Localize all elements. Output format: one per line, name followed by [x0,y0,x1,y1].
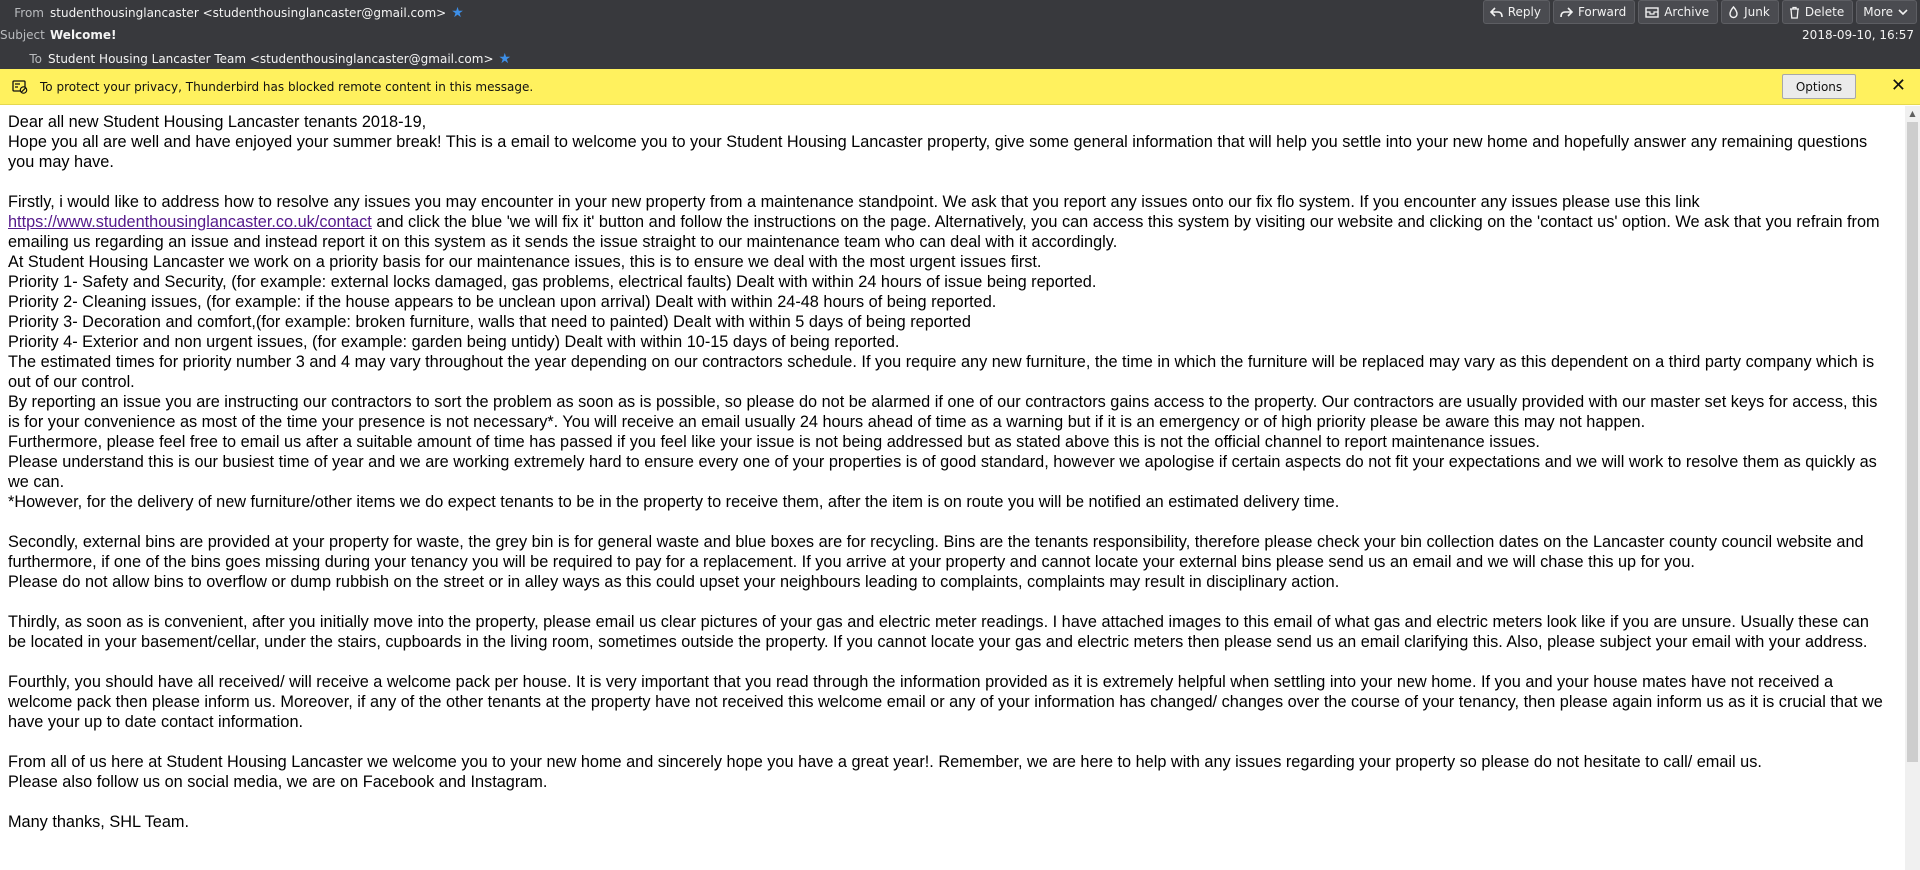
reply-button[interactable] [1483,0,1550,24]
message-content [0,106,1890,832]
reply-label: Reply [1507,5,1541,19]
priority-1: Priority 1- Safety and Security, (for example: external locks damaged, gas problems, electrical faults) Dealt with within 24 hours of issue being reported. [8,273,1097,291]
message-header [0,0,1920,69]
from-row [0,3,464,23]
star-icon[interactable]: ★ [498,51,512,67]
delete-button[interactable] [1782,0,1853,24]
trash-icon [1789,6,1800,19]
more-button[interactable] [1856,0,1917,24]
signoff: Many thanks, SHL Team. [8,813,189,831]
estimated-times: The estimated times for priority number 3 and 4 may vary throughout the year depending on our contractors schedule. If you require any new furniture, the time in which the furniture will be replaced may vary as this dependent on a third party company which is out of our control. [8,353,1875,391]
thirdly-paragraph: Thirdly, as soon as is convenient, after you initially move into the property, please email us clear pictures of your gas and electric meter readings. I have attached images to this email of what gas and electric meters look like if you are unsure. Usually these can be located in your basement/cellar, under the stairs, cupboards in the living room, sometimes outside the property. If you cannot locate your gas and electric meters then please send us an email clarifying this. Also, please subject your email with your address. [8,613,1869,651]
archive-icon [1645,6,1659,18]
firstly-text-b: and click the blue 'we will fix it' button and follow the instructions on the page. Alternatively, you can access this system by visiting our website and clicking on the 'contact us' option. We ask that you refrain from emailing us regarding an issue and instead report it on this system as it sends the issue straight to our maintenance team who can deal with it accordingly. [8,213,1880,251]
greeting: Dear all new Student Housing Lancaster tenants 2018-19, [8,113,427,131]
contact-link[interactable]: https://www.studenthousinglancaster.co.uk/contact [8,213,372,231]
archive-label: Archive [1664,5,1710,19]
social-paragraph: Please also follow us on social media, we are on Facebook and Instagram. [8,773,548,791]
bins-overflow-paragraph: Please do not allow bins to overflow or dump rubbish on the street or in alley ways as this could upset your neighbours leading to complaints, complaints may result in disciplinary action. [8,573,1340,591]
notice-text: To protect your privacy, Thunderbird has blocked remote content in this message. [40,80,534,94]
priority-4: Priority 4- Exterior and non urgent issues, (for example: garden being untidy) Dealt with within 10-15 days of being reported. [8,333,900,351]
to-row [0,49,511,69]
remote-content-notification [0,69,1920,105]
however-paragraph: *However, for the delivery of new furniture/other items we do expect tenants to be in the property to receive them, after the item is on route you will be notified an estimated delivery time. [8,493,1340,511]
star-icon[interactable]: ★ [451,5,464,21]
closing-paragraph: From all of us here at Student Housing Lancaster we welcome you to your new home and sincerely hope you have a great year!. Remember, we are here to help with any issues regarding your property so please do not hesitate to call/ email us. [8,753,1762,771]
priority-3: Priority 3- Decoration and comfort,(for example: broken furniture, walls that need to painted) Dealt with within 5 days of being reported [8,313,971,331]
intro-paragraph: Hope you all are well and have enjoyed your summer break! This is a email to welcome you to your Student Housing Lancaster property, give some general information that will help you settle into your new home and hopefully answer any remaining questions you may have. [8,133,1868,171]
message-date: 2018-09-10, 16:57 [1802,28,1914,42]
to-address[interactable]: Student Housing Lancaster Team <studenthousinglancaster@gmail.com> [48,52,494,66]
junk-label: Junk [1744,5,1770,19]
forward-button[interactable] [1553,0,1635,24]
reporting-paragraph: By reporting an issue you are instructing our contractors to sort the problem as soon as is possible, so please do not be alarmed if one of our contractors gains access to the property. Our contractors are usually provided with our master set keys for access, this is for your convenience as most of the time your presence is not necessary*. You will receive an email usually 24 hours ahead of time as a warning but if it is an emergency or of high priority please be aware this may not happen. [8,393,1878,431]
chevron-down-icon [1898,8,1908,16]
secondly-paragraph: Secondly, external bins are provided at your property for waste, the grey bin is for general waste and blue boxes are for recycling. Bins are the tenants responsibility, therefore please check your bin collection dates on the Lancaster county council website and furthermore, if one of the bins goes missing during your tenancy you will be required to pay for a replacement. If you arrive at your property and cannot locate your external bins please send us an email and we will chase this up for you. [8,533,1864,571]
subject-value: Welcome! [50,28,117,42]
forward-label: Forward [1577,5,1627,19]
archive-button[interactable] [1638,0,1718,24]
from-address[interactable]: studenthousinglancaster <studenthousinglancaster@gmail.com> [50,6,447,20]
junk-icon [1728,6,1739,19]
message-body [0,106,1905,870]
options-button[interactable]: Options [1782,74,1856,99]
firstly-text-a: Firstly, i would like to address how to resolve any issues you may encounter in your new property from a maintenance standpoint. We ask that you report any issues onto our fix flo system. If you encounter any issues please use this link [8,193,1700,211]
subject-label: Subject [0,28,45,42]
delete-label: Delete [1804,5,1845,19]
furthermore-paragraph: Furthermore, please feel free to email us after a suitable amount of time has passed if you feel like your issue is not being addressed but as stated above this is not the official channel to report maintenance issues. [8,433,1540,451]
busiest-paragraph: Please understand this is our busiest time of year and we are working extremely hard to ensure every one of your properties is of good standard, however we apologise if certain aspects do not fit your expectations and we will work to resolve them as quickly as we can. [8,453,1877,491]
priority-2: Priority 2- Cleaning issues, (for example: if the house appears to be unclean upon arrival) Dealt with within 24-48 hours of being reported. [8,293,997,311]
forward-icon [1560,7,1573,18]
to-label: To [29,52,42,66]
remote-content-icon [12,80,28,94]
firstly-paragraph [8,192,1890,252]
priority-basis: At Student Housing Lancaster we work on a priority basis for our maintenance issues, this is to ensure we deal with the most urgent issues first. [8,253,1042,271]
message-scrollbar[interactable] [1905,106,1920,870]
close-icon[interactable]: ✕ [1890,75,1906,96]
subject-row [0,25,117,45]
reply-icon [1490,7,1503,18]
junk-button[interactable] [1721,0,1779,24]
scroll-up-icon[interactable]: ▲ [1909,108,1916,118]
more-label: More [1863,5,1893,19]
message-toolbar [1483,0,1917,24]
from-label: From [14,6,44,20]
scrollbar-thumb[interactable] [1907,122,1918,762]
fourthly-paragraph: Fourthly, you should have all received/ will receive a welcome pack per house. It is very important that you read through the information provided as it is extremely helpful when settling into your new home. If you and your house mates have not received a welcome pack then please inform us. Moreover, if any of the other tenants at the property have not received this welcome email or any of your information has changed/ changes over the course of your tenancy, then please again inform us as it is crucial that we have your up to date contact information. [8,673,1883,731]
